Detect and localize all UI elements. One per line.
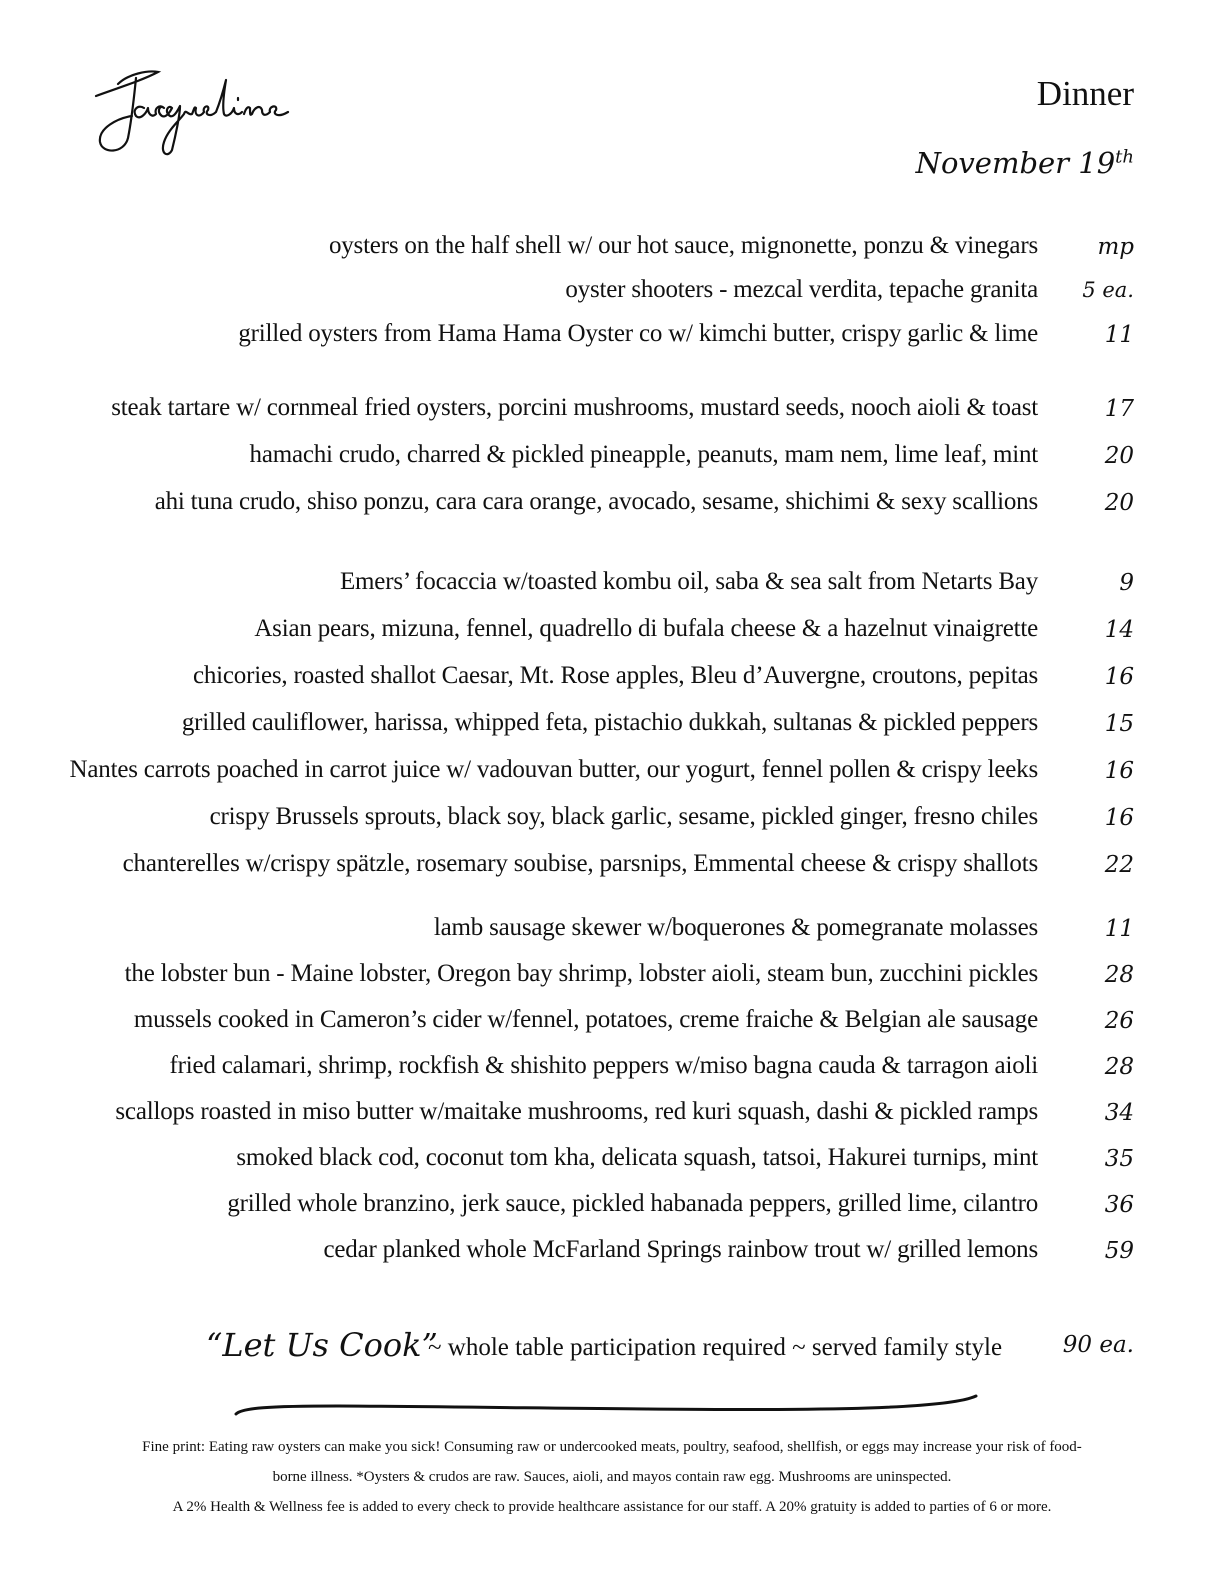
item-price: 11 bbox=[1104, 322, 1134, 348]
menu-item bbox=[0, 1138, 1224, 1184]
item-price: 28 bbox=[1104, 1054, 1134, 1080]
item-description: oysters on the half shell w/ our hot sauce, mignonette, ponzu & vinegars bbox=[328, 232, 1038, 259]
item-price: 20 bbox=[1104, 490, 1134, 516]
fine-print bbox=[50, 1432, 1174, 1522]
let-us-cook-title: “Let Us Cook” bbox=[206, 1326, 438, 1364]
item-description: cedar planked whole McFarland Springs rainbow trout w/ grilled lemons bbox=[323, 1236, 1038, 1263]
let-us-cook-price: 90 ea. bbox=[1062, 1332, 1134, 1358]
let-us-cook-note: ~ whole table participation required ~ served family style bbox=[428, 1334, 1003, 1361]
main-section bbox=[0, 908, 1224, 1276]
item-price: mp bbox=[1097, 234, 1134, 260]
item-price: 16 bbox=[1104, 664, 1134, 690]
menu-item bbox=[0, 562, 1224, 609]
menu-item bbox=[0, 656, 1224, 703]
item-description: Asian pears, mizuna, fennel, quadrello di bufala cheese & a hazelnut vinaigrette bbox=[254, 615, 1038, 642]
menu-item bbox=[0, 226, 1224, 270]
menu-item bbox=[0, 954, 1224, 1000]
item-description: Nantes carrots poached in carrot juice w/ vadouvan butter, our yogurt, fennel pollen & crispy leeks bbox=[69, 756, 1038, 783]
item-description: smoked black cod, coconut tom kha, delicata squash, tatsoi, Hakurei turnips, mint bbox=[236, 1144, 1038, 1171]
item-description: mussels cooked in Cameron’s cider w/fennel, potatoes, creme fraiche & Belgian ale sausage bbox=[133, 1006, 1038, 1033]
item-price: 17 bbox=[1104, 396, 1134, 422]
menu-item bbox=[0, 609, 1224, 656]
fine-print-line: A 2% Health & Wellness fee is added to every check to provide healthcare assistance for our staff. A 20% gratuity is added to parties of 6 or more. bbox=[172, 1499, 1052, 1515]
item-description: Emers’ focaccia w/toasted kombu oil, saba & sea salt from Netarts Bay bbox=[339, 568, 1038, 595]
menu-item bbox=[0, 1230, 1224, 1276]
item-description: hamachi crudo, charred & pickled pineapple, peanuts, mam nem, lime leaf, mint bbox=[249, 441, 1038, 468]
vegetable-section bbox=[0, 562, 1224, 891]
item-price: 28 bbox=[1104, 962, 1134, 988]
divider-stroke bbox=[228, 1388, 988, 1422]
item-price: 15 bbox=[1104, 711, 1134, 737]
item-description: grilled whole branzino, jerk sauce, pickled habanada peppers, grilled lime, cilantro bbox=[227, 1190, 1038, 1217]
menu-item bbox=[0, 270, 1224, 314]
item-price: 22 bbox=[1104, 852, 1134, 878]
item-price: 16 bbox=[1104, 805, 1134, 831]
item-price: 11 bbox=[1104, 916, 1134, 942]
menu-item bbox=[0, 482, 1224, 529]
item-description: chanterelles w/crispy spätzle, rosemary soubise, parsnips, Emmental cheese & crispy shallots bbox=[122, 850, 1038, 877]
item-price: 9 bbox=[1119, 570, 1134, 596]
item-description: scallops roasted in miso butter w/maitake mushrooms, red kuri squash, dashi & pickled ramps bbox=[115, 1098, 1038, 1125]
item-price: 5 ea. bbox=[1082, 278, 1134, 302]
item-price: 35 bbox=[1104, 1146, 1134, 1172]
item-description: oyster shooters - mezcal verdita, tepache granita bbox=[565, 276, 1038, 303]
item-price: 14 bbox=[1104, 617, 1134, 643]
item-price: 34 bbox=[1104, 1100, 1134, 1126]
item-description: the lobster bun - Maine lobster, Oregon bay shrimp, lobster aioli, steam bun, zucchini pickles bbox=[124, 960, 1038, 987]
item-description: lamb sausage skewer w/boquerones & pomegranate molasses bbox=[433, 914, 1038, 941]
menu-item bbox=[0, 1092, 1224, 1138]
item-description: ahi tuna crudo, shiso ponzu, cara cara orange, avocado, sesame, shichimi & sexy scallions bbox=[154, 488, 1038, 515]
menu-item bbox=[0, 703, 1224, 750]
menu-item bbox=[0, 314, 1224, 358]
restaurant-logo bbox=[88, 58, 298, 158]
logo-signature bbox=[88, 58, 298, 158]
crudo-section bbox=[0, 388, 1224, 529]
item-description: grilled cauliflower, harissa, whipped feta, pistachio dukkah, sultanas & pickled peppers bbox=[181, 709, 1038, 736]
oyster-section bbox=[0, 226, 1224, 358]
menu-item bbox=[0, 1184, 1224, 1230]
menu-item bbox=[0, 388, 1224, 435]
menu-item bbox=[0, 1000, 1224, 1046]
menu-date bbox=[916, 146, 1134, 180]
item-description: chicories, roasted shallot Caesar, Mt. Rose apples, Bleu d’Auvergne, croutons, pepitas bbox=[192, 662, 1038, 689]
menu-item bbox=[0, 908, 1224, 954]
menu-item bbox=[0, 844, 1224, 891]
date-suffix: th bbox=[1115, 146, 1134, 168]
date-text: November 19 bbox=[915, 146, 1116, 180]
item-price: 36 bbox=[1104, 1192, 1134, 1218]
menu-title: Dinner bbox=[1036, 74, 1134, 113]
menu-item bbox=[0, 1046, 1224, 1092]
item-description: grilled oysters from Hama Hama Oyster co w/ kimchi butter, crispy garlic & lime bbox=[238, 320, 1038, 347]
item-description: fried calamari, shrimp, rockfish & shishito peppers w/miso bagna cauda & tarragon aioli bbox=[169, 1052, 1038, 1079]
fine-print-line: Fine print: Eating raw oysters can make you sick! Consuming raw or undercooked meats, poultry, seafood, shellfish, or eggs may increase your risk of food- bbox=[142, 1439, 1082, 1455]
item-price: 26 bbox=[1104, 1008, 1134, 1034]
let-us-cook-row bbox=[0, 1326, 1224, 1366]
fine-print-line: borne illness. *Oysters & crudos are raw. Sauces, aioli, and mayos contain raw egg. Mushrooms are uninspected. bbox=[272, 1469, 952, 1485]
menu-item bbox=[0, 435, 1224, 482]
item-description: crispy Brussels sprouts, black soy, black garlic, sesame, pickled ginger, fresno chiles bbox=[209, 803, 1038, 830]
item-description: steak tartare w/ cornmeal fried oysters, porcini mushrooms, mustard seeds, nooch aioli & toast bbox=[111, 394, 1038, 421]
item-price: 20 bbox=[1104, 443, 1134, 469]
menu-item bbox=[0, 797, 1224, 844]
menu-item bbox=[0, 750, 1224, 797]
item-price: 59 bbox=[1104, 1238, 1134, 1264]
item-price: 16 bbox=[1104, 758, 1134, 784]
brush-divider bbox=[228, 1388, 988, 1422]
